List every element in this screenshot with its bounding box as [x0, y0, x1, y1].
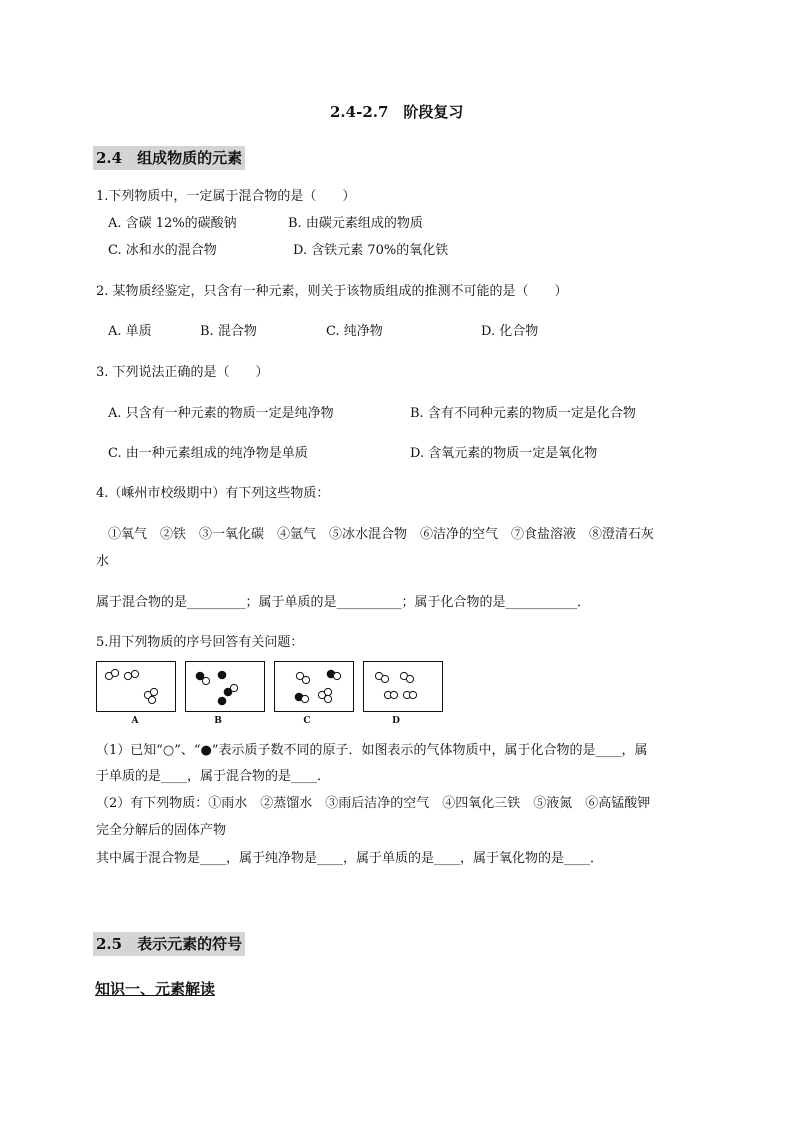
page-title: 2.4-2.7 阶段复习 [330, 103, 464, 121]
q4-items-continued: 水 [96, 554, 110, 569]
q3-option-c: C. 由一种元素组成的纯净物是单质 [108, 446, 308, 461]
q5-stem: 5.用下列物质的序号回答有关问题： [96, 635, 304, 650]
q3-option-b: B. 含有不同种元素的物质一定是化合物 [410, 406, 636, 421]
q1-option-a: A. 含碳 12%的碳酸钠 [108, 216, 237, 231]
q1-option-b: B. 由碳元素组成的物质 [288, 216, 423, 231]
q2-option-a: A. 单质 [108, 324, 152, 339]
q3-option-d: D. 含氧元素的物质一定是氧化物 [410, 446, 598, 461]
q4-stem: 4.（嵊州市校级期中）有下列这些物质： [96, 486, 330, 501]
q2-stem: 2. 某物质经鉴定，只含有一种元素，则关于该物质组成的推测不可能的是（ ） [96, 284, 568, 299]
q3-stem: 3. 下列说法正确的是（ ） [96, 365, 269, 380]
q2-option-c: C. 纯净物 [326, 324, 383, 339]
q4-answer-line: 属于混合物的是_________；属于单质的是__________；属于化合物的是___________． [96, 595, 591, 610]
q5-part2-line2: 完全分解后的固体产物 [96, 823, 227, 838]
q5-part2-line3: 其中属于混合物是____，属于纯净物是____，属于单质的是____，属于氧化物的是____． [96, 851, 604, 866]
q1-option-d: D. 含铁元素 70%的氧化铁 [293, 243, 449, 258]
q4-items: ①氧气 ②铁 ③一氧化碳 ④氩气 ⑤冰水混合物 ⑥洁净的空气 ⑦食盐溶液 ⑧澄清石灰 [108, 527, 655, 542]
q2-option-d: D. 化合物 [481, 324, 539, 339]
q5-part2-line1: （2）有下列物质：①雨水 ②蒸馏水 ③雨后洁净的空气 ④四氧化三铁 ⑤液氮 ⑥高锰酸钾 [96, 796, 651, 811]
figure-label-a: A [131, 716, 139, 726]
figure-label-d: D [392, 716, 400, 726]
q5-part1-line1: （1）已知“○”、“●”表示质子数不同的原子．如图表示的气体物质中，属于化合物的是____，属 [96, 743, 648, 758]
section-heading-2-5: 2.5 表示元素的符号 [93, 932, 245, 956]
q1-option-c: C. 冰和水的混合物 [108, 243, 217, 258]
subsection-heading-element-reading: 知识一、元素解读 [95, 980, 216, 998]
figure-label-c: C [303, 716, 311, 726]
q1-stem: 1.下列物质中，一定属于混合物的是（ ） [96, 189, 356, 204]
q3-option-a: A. 只含有一种元素的物质一定是纯净物 [108, 406, 334, 421]
section-heading-2-4: 2.4 组成物质的元素 [93, 146, 245, 170]
q5-part1-line2: 于单质的是____，属于混合物的是____． [96, 769, 331, 784]
figure-label-b: B [214, 716, 222, 726]
q2-option-b: B. 混合物 [200, 324, 257, 339]
